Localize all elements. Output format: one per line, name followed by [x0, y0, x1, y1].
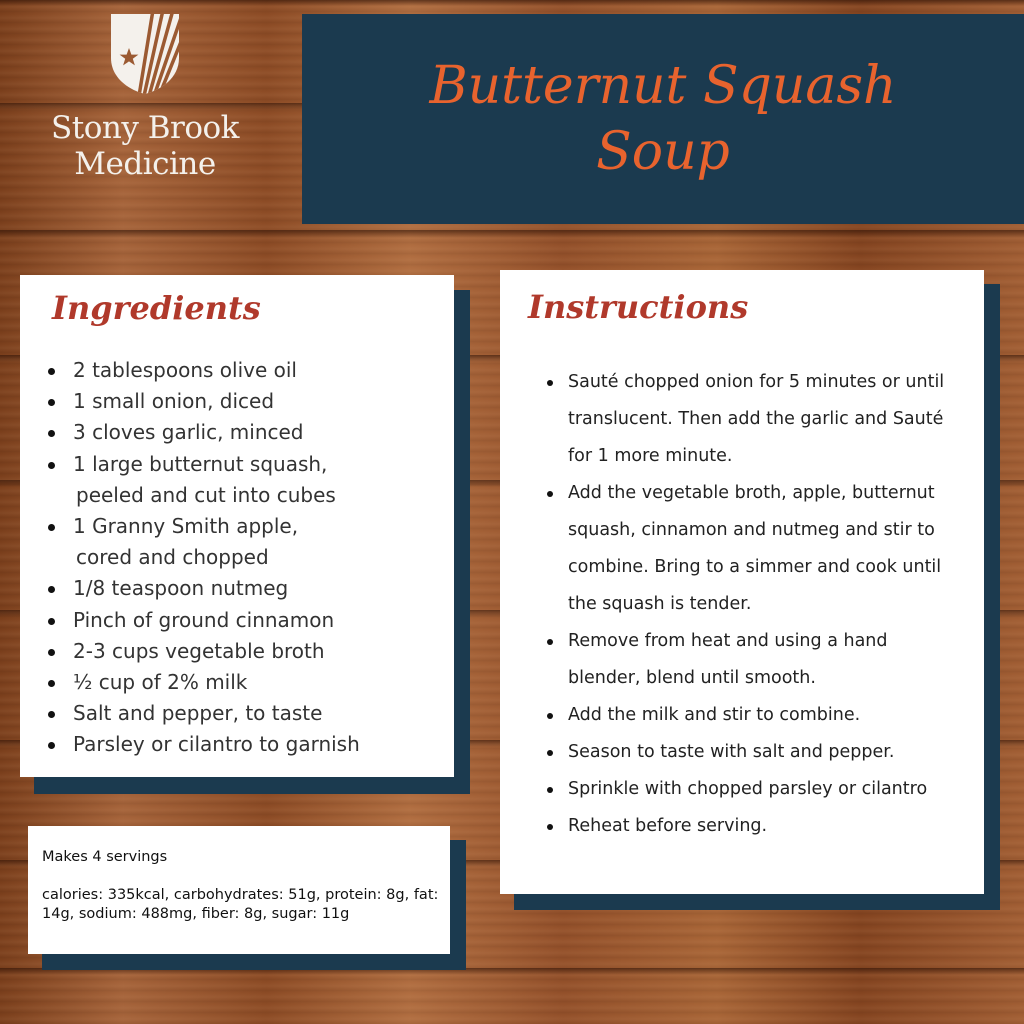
- instructions-heading: Instructions: [528, 288, 749, 326]
- recipe-title-line1: Butternut Squash: [429, 56, 897, 116]
- instruction-step: Add the vegetable broth, apple, butternut squash, cinnamon and nutmeg and stir to combine. Bring to a simmer and cook until the squash is tender.: [544, 475, 964, 623]
- shield-star-icon: [109, 12, 181, 96]
- instruction-step: Sprinkle with chopped parsley or cilantro: [544, 771, 964, 808]
- ingredient-item: Pinch of ground cinnamon: [48, 605, 458, 636]
- ingredients-list: [48, 355, 458, 761]
- instruction-step: Remove from heat and using a hand blender, blend until smooth.: [544, 623, 964, 697]
- ingredient-text: 1 Granny Smith apple,: [73, 514, 299, 539]
- ingredient-text-continued: peeled and cut into cubes: [76, 482, 336, 507]
- nutrition-facts-text: calories: 335kcal, carbohydrates: 51g, protein: 8g, fat: 14g, sodium: 488mg, fiber: 8g, sugar: 11g: [42, 887, 439, 922]
- ingredient-item: 3 cloves garlic, minced: [48, 417, 458, 448]
- instruction-step: Reheat before serving.: [544, 808, 964, 845]
- ingredient-item: 1/8 teaspoon nutmeg: [48, 573, 458, 604]
- instruction-step: Add the milk and stir to combine.: [544, 697, 964, 734]
- ingredient-item: 2 tablespoons olive oil: [48, 355, 458, 386]
- ingredients-card: [20, 275, 454, 777]
- ingredient-item: [48, 511, 458, 573]
- ingredient-item: 2-3 cups vegetable broth: [48, 636, 458, 667]
- stony-brook-logo: [20, 12, 270, 202]
- ingredient-item: Salt and pepper, to taste: [48, 698, 458, 729]
- instructions-card: [500, 270, 984, 894]
- instruction-step: Season to taste with salt and pepper.: [544, 734, 964, 771]
- instruction-step: Sauté chopped onion for 5 minutes or until translucent. Then add the garlic and Sauté for 1 more minute.: [544, 364, 964, 475]
- title-banner: [302, 14, 1024, 224]
- nutrition-info: [42, 848, 442, 924]
- instructions-list: [544, 364, 964, 845]
- logo-text-line1: Stony Brook: [51, 110, 239, 146]
- ingredient-item: Parsley or cilantro to garnish: [48, 729, 458, 760]
- ingredient-item: ½ cup of 2% milk: [48, 667, 458, 698]
- ingredient-item: [48, 449, 458, 511]
- ingredient-item: 1 small onion, diced: [48, 386, 458, 417]
- logo-text-line2: Medicine: [74, 146, 216, 182]
- ingredient-text-continued: cored and chopped: [76, 545, 269, 570]
- ingredients-heading: Ingredients: [52, 289, 261, 327]
- servings-text: Makes 4 servings: [42, 849, 168, 865]
- ingredient-text: 1 large butternut squash,: [73, 451, 328, 476]
- recipe-title-line2: Soup: [596, 122, 730, 182]
- nutrition-card: [28, 826, 450, 954]
